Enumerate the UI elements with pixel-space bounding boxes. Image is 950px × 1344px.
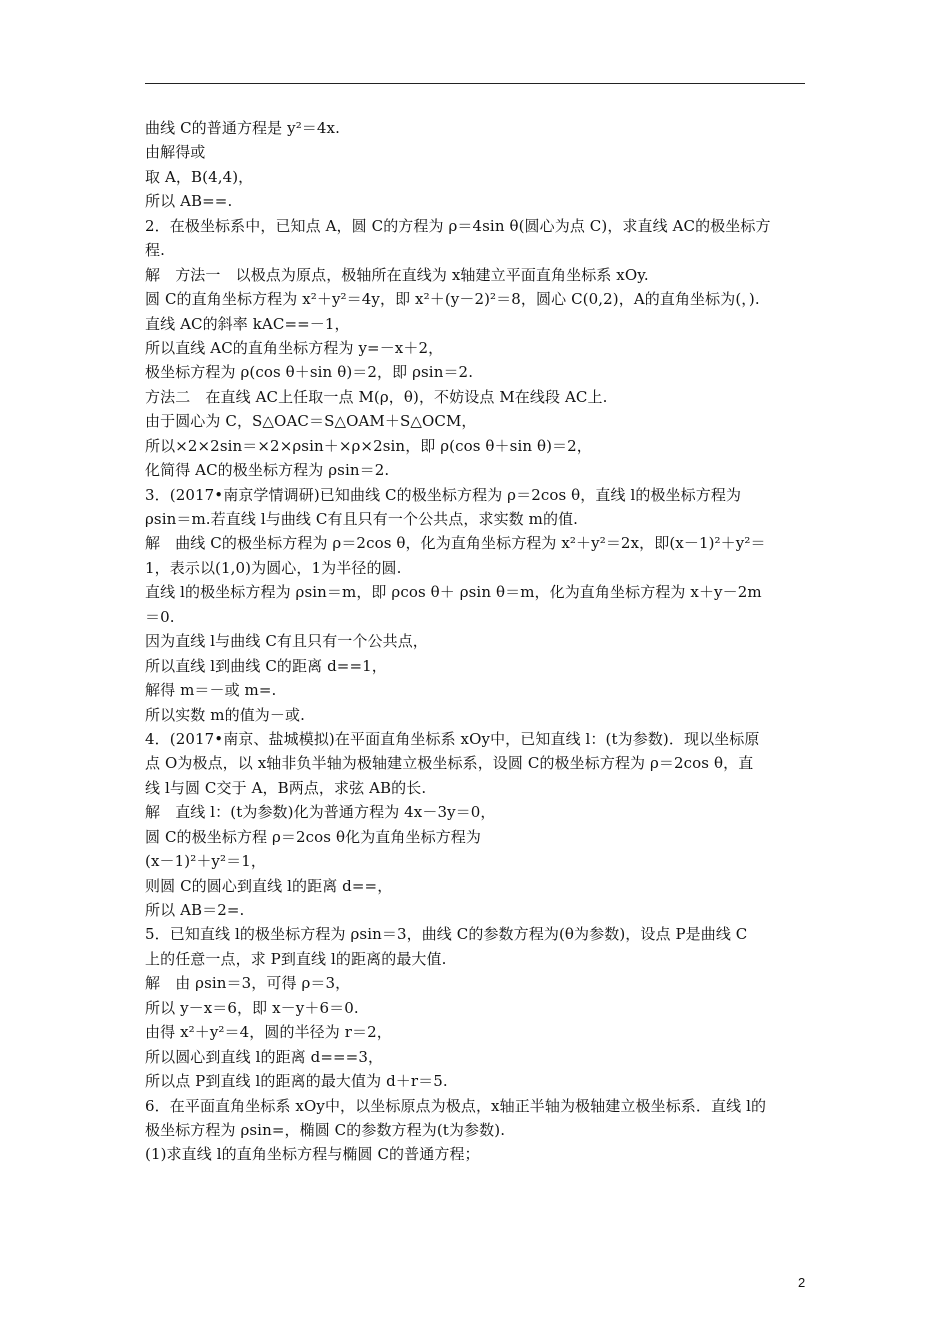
text-line: 所以×2×2sin＝×2×ρsin＋×ρ×2sin，即 ρ(cos θ＋sin θ)＝2， [145,436,592,455]
text-line: 所以实数 m的值为－或. [145,705,305,724]
problem-4-statement: 4．(2017•南京、盐城模拟)在平面直角坐标系 xOy中，已知直线 l：(t为参数)．现以坐标原 [145,729,760,748]
problem-5-statement: 5．已知直线 l的极坐标方程为 ρsin＝3，曲线 C的参数方程为(θ为参数)，设点 P是曲线 C [145,925,748,944]
text-line: 圆 C的直角坐标方程为 x²＋y²＝4y，即 x²＋(y－2)²＝8，圆心 C(0,2)，A的直角坐标为(，). [145,290,760,309]
text-line: (1)求直线 l的直角坐标方程与椭圆 C的普通方程； [145,1145,480,1164]
text-line: 取 A，B(4,4)， [145,167,254,186]
text-line: 曲线 C的普通方程是 y²＝4x. [145,119,340,137]
text-line: 直线 AC的斜率 kAC==－1， [145,314,350,333]
text-line: (x－1)²＋y²＝1， [145,852,266,871]
text-line: 解 曲线 C的极坐标方程为 ρ＝2cos θ，化为直角坐标方程为 x²＋y²＝2x，即(x－1)²＋y²＝ [145,534,766,553]
text-line: ＝0. [145,607,175,626]
document-body [145,116,807,1167]
text-line: 解 方法一 以极点为原点，极轴所在直线为 x轴建立平面直角坐标系 xOy. [145,265,649,284]
text-line: 因为直线 l与曲线 C有且只有一个公共点， [145,632,428,651]
text-line: 由于圆心为 C，S△OAC＝S△OAM＋S△OCM， [145,412,477,431]
text-line: 所以直线 l到曲线 C的距离 d==1， [145,656,387,675]
text-line: 程. [145,241,165,260]
text-line: 所以直线 AC的直角坐标方程为 y=－x＋2， [145,338,444,357]
text-line: 所以圆心到直线 l的距离 d===3， [145,1047,384,1066]
text-line: 由解得或 [145,143,206,162]
text-line: 由得 x²＋y²＝4，圆的半径为 r＝2， [145,1023,392,1042]
text-line: 极坐标方程为 ρ(cos θ＋sin θ)＝2，即 ρsin＝2. [145,363,474,382]
text-line: 解 由 ρsin＝3，可得 ρ＝3， [145,974,351,993]
text-line: 直线 l的极坐标方程为 ρsin＝m，即 ρcos θ＋ ρsin θ＝m，化为直角坐标方程为 x＋y－2m [145,583,762,602]
text-line: 所以 AB＝2=. [145,901,245,919]
text-line: 则圆 C的圆心到直线 l的距离 d==， [145,876,393,895]
header-rule [145,83,805,84]
problem-3-statement: 3．(2017•南京学情调研)已知曲线 C的极坐标方程为 ρ＝2cos θ，直线 l的极坐标方程为 [145,485,742,504]
problem-2-statement: 2．在极坐标系中，已知点 A，圆 C的方程为 ρ＝4sin θ(圆心为点 C)，求直线 AC的极坐标方 [145,216,771,235]
problem-6-statement: 6．在平面直角坐标系 xOy中，以坐标原点为极点，x轴正半轴为极轴建立极坐标系．直线 l的 [145,1096,767,1115]
text-line: 圆 C的极坐标方程 ρ＝2cos θ化为直角坐标方程为 [145,827,482,846]
page-number: 2 [798,1275,806,1290]
text-line: 解 直线 l：(t为参数)化为普通方程为 4x－3y＝0， [145,803,496,822]
text-line: 点 O为极点，以 x轴非负半轴为极轴建立极坐标系，设圆 C的极坐标方程为 ρ＝2cos θ，直 [145,754,754,773]
text-line: 1，表示以(1,0)为圆心，1为半径的圆. [145,558,402,577]
text-line: 化简得 AC的极坐标方程为 ρsin＝2. [145,461,390,480]
text-line: 所以 AB==. [145,192,233,211]
text-line: 方法二 在直线 AC上任取一点 M(ρ，θ)，不妨设点 M在线段 AC上. [145,387,608,406]
text-line: 解得 m＝－或 m=. [145,681,277,700]
text-line: 所以 y－x＝6，即 x－y＋6＝0. [145,998,359,1017]
text-line: ρsin＝m.若直线 l与曲线 C有且只有一个公共点，求实数 m的值. [145,510,579,528]
text-line: 上的任意一点，求 P到直线 l的距离的最大值. [145,949,447,968]
text-line: 所以点 P到直线 l的距离的最大值为 d＋r＝5. [145,1072,448,1091]
text-line: 极坐标方程为 ρsin=，椭圆 C的参数方程为(t为参数). [145,1120,506,1139]
text-line: 线 l与圆 C交于 A，B两点，求弦 AB的长. [145,778,427,797]
